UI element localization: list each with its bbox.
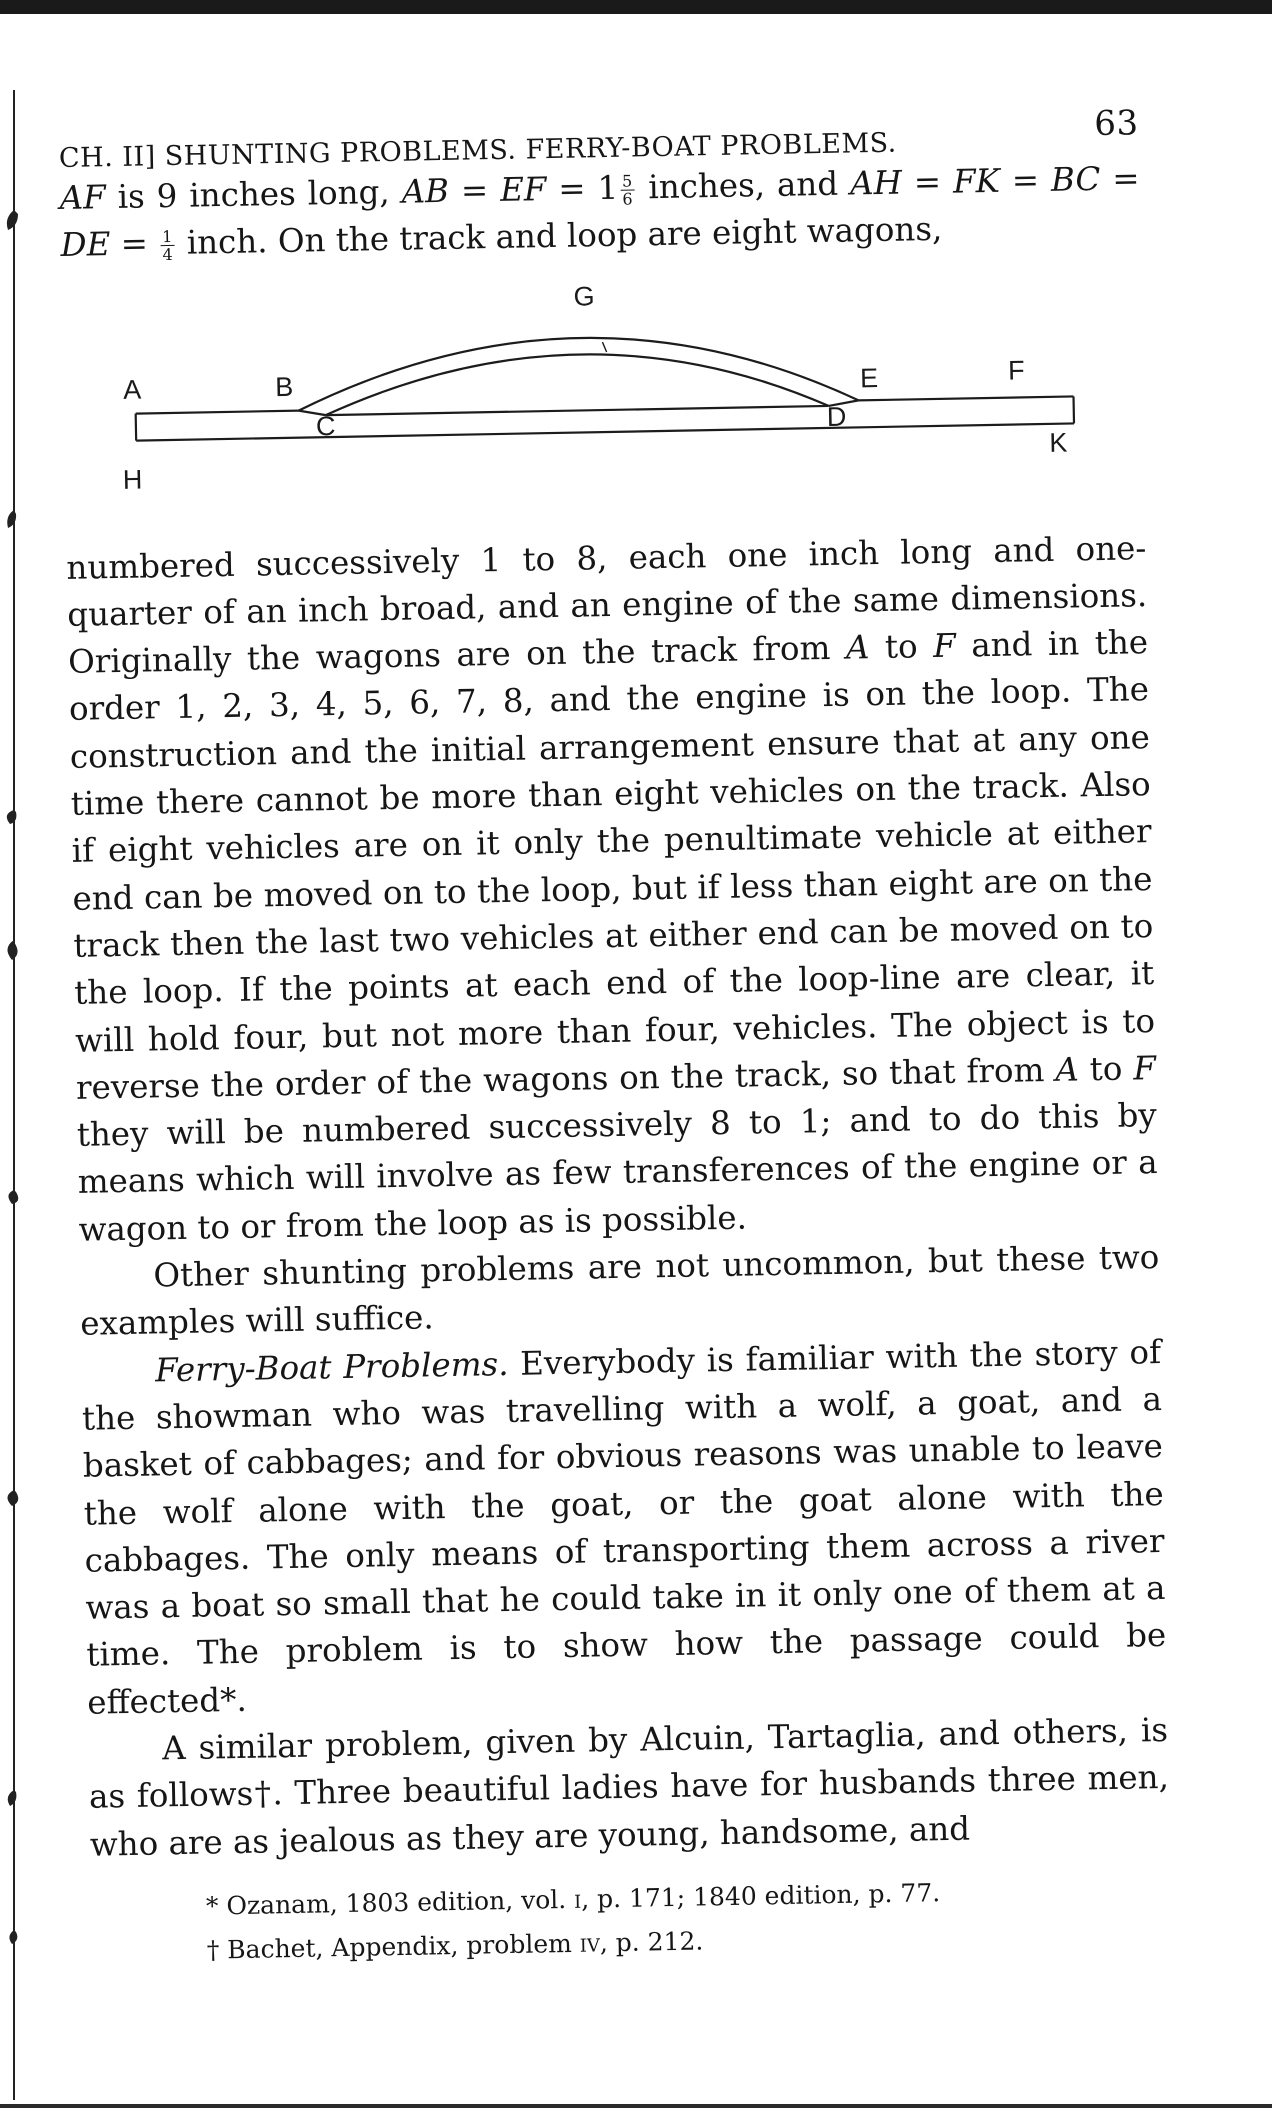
fraction-numerator: 5 (621, 171, 633, 191)
fraction-denominator: 6 (622, 189, 633, 209)
track-loop-diagram (61, 250, 1146, 535)
text-run: to (869, 627, 934, 667)
fraction-denominator: 4 (162, 244, 173, 264)
label-a: A (122, 374, 142, 405)
text-run: numbered successively 1 to 8, each one inch long and one-quarter of an inch broad, and an engine of the same dimensions. Originally the wagons are on the track from (66, 528, 1148, 682)
footnotes (91, 1867, 1172, 1975)
body-text (59, 155, 1170, 1868)
var-af: AF (59, 178, 107, 217)
loop-outer-arc (297, 332, 858, 410)
label-h: H (122, 464, 143, 495)
paragraph-similar-problem: A similar problem, given by Alcuin, Tartaglia, and others, is as follows†. Three beautiful ladies have for husbands three men, who are as jealous as they are young, handsome, and (88, 1710, 1170, 1864)
section-heading-ferry-boat: Ferry-Boat Problems. (154, 1344, 509, 1390)
track-diagram-svg (61, 250, 1146, 535)
paragraph-other-shunting: Other shunting problems are not uncommon, but these two examples will suffice. (79, 1238, 1160, 1344)
var-f: F (1132, 1048, 1157, 1088)
var-ab-ef: AB = EF (401, 170, 547, 211)
label-g: G (573, 280, 595, 312)
fraction-one-quarter (160, 228, 175, 263)
var-a: A (845, 628, 870, 667)
text-run: Everybody is familiar with the story of the showman who was travelling with a wolf, a goat, and a basket of cabbages; and for obvious reasons was unable to leave the wolf alone with the goat, or the goat alone with the cabbages. The only means of transporting them across a river was a boat so small that he could take in it only one of them at a time. The problem is to show how the passage could be effected*. (81, 1332, 1167, 1722)
label-e: E (859, 362, 879, 393)
volume-numeral: i (573, 1884, 582, 1914)
track-top-left (136, 410, 299, 413)
paragraph-wagons (66, 525, 1159, 1254)
text-run: is 9 inches long, (105, 172, 402, 217)
label-c: C (315, 410, 336, 441)
var-de: DE (60, 225, 111, 265)
top-edge (0, 0, 1272, 14)
text-run: they will be numbered successively 8 to 1; and to do this by means which will involve as few transferences of the engine or a wagon to or from the loop as is possible. (76, 1096, 1158, 1249)
problem-numeral: iv (579, 1928, 601, 1958)
text-run: = (1099, 159, 1140, 198)
var-a: A (1054, 1050, 1080, 1089)
text-run: = (110, 224, 159, 264)
label-f: F (1007, 354, 1025, 386)
label-d: D (826, 401, 847, 432)
loop-chord (326, 406, 829, 415)
paragraph-ferry-boat (81, 1329, 1168, 1727)
binding-edge (6, 90, 46, 2100)
text-run: inches, and (636, 164, 851, 207)
fraction-numerator: 1 (161, 226, 173, 247)
label-k: K (1049, 427, 1068, 458)
track-bottom (136, 423, 1074, 440)
fraction-five-sixths (620, 172, 635, 207)
text-run: to (1078, 1049, 1134, 1089)
text-run: * Ozanam, 1803 edition, vol. (205, 1884, 575, 1921)
text-run: , p. 171; 1840 edition, p. 77. (580, 1878, 941, 1914)
var-f: F (932, 626, 957, 666)
page-number: 63 (1093, 103, 1139, 145)
text-run: and in the order 1, 2, 3, 4, 5, 6, 7, 8, and the engine is on the loop. The construction and the initial arrangement ensure that at any one time there cannot be more than eight vehicles on the track. Also if eight vehicles are on it only the penultimate vehicle at either end can be moved on to the loop, but if less than eight are on the track then the last two vehicles at either end can be moved on to the loop. If the points at each end of the loop-line are clear, it will hold four, but not more than four, vehicles. The object is to reverse the order of the wagons on the track, so that from (68, 623, 1156, 1107)
loop-tick (602, 342, 606, 352)
label-b: B (274, 371, 294, 402)
text-run: † Bachet, Appendix, problem (206, 1928, 581, 1965)
text-run: inch. On the track and loop are eight wagons, (176, 210, 943, 263)
var-ah-fk-bc: AH = FK = BC (849, 159, 1101, 203)
text-run: , p. 212. (599, 1926, 704, 1958)
chapter-title: CH. II] SHUNTING PROBLEMS. FERRY-BOAT PROBLEMS. (58, 127, 897, 174)
bottom-edge (0, 2104, 1272, 2108)
text-run: = 1 (546, 168, 619, 209)
book-page (58, 85, 1172, 1974)
track-top-right (859, 396, 1074, 400)
